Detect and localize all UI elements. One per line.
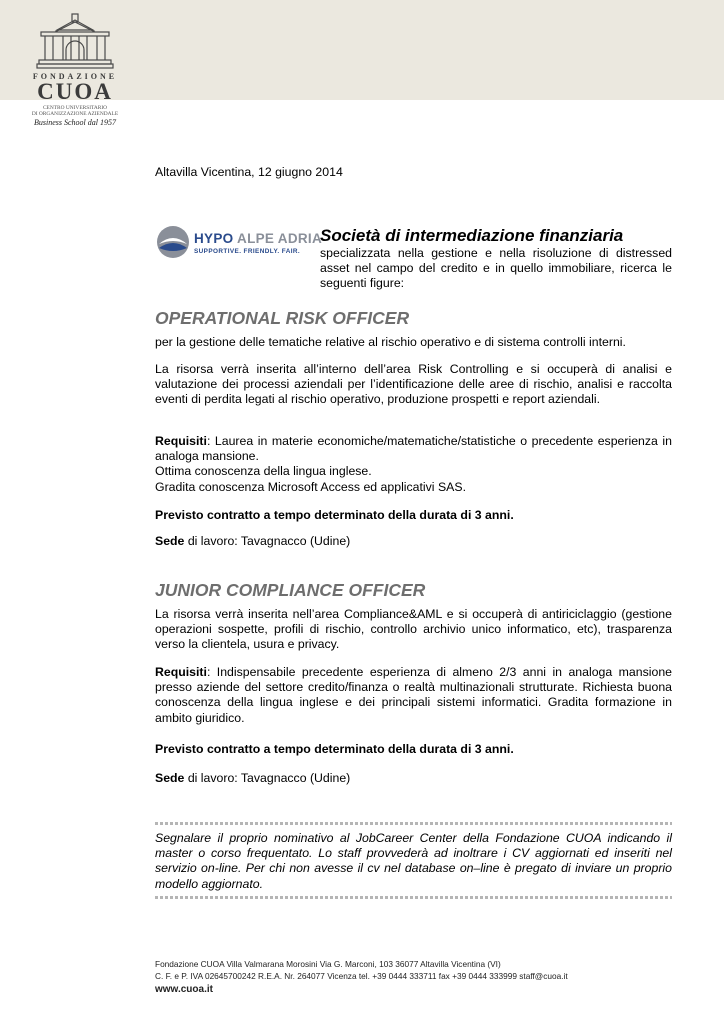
role-description: La risorsa verrà inserita all’interno dell’area Risk Controlling e si occuperà di analisi e valutazione dei processi aziendali per l’identificazione delle aree di rischio, analisi e raccolta eventi di perdita legati al rischio operativo, produzione prospetti e report aziendali. [155, 362, 672, 407]
hypo-name-part1: HYPO [194, 231, 234, 246]
logo-name: CUOA [37, 79, 113, 104]
sede-text: di lavoro: Tavagnacco (Udine) [184, 771, 351, 785]
cuoa-logo [30, 12, 120, 127]
logo-centro-line1: CENTRO UNIVERSITARIO [42, 105, 108, 111]
role-sede [155, 534, 672, 549]
logo-centro-line2: DI ORGANIZZAZIONE AZIENDALE [31, 111, 119, 117]
role-subtitle: per la gestione delle tematiche relative al rischio operativo e di sistema controlli interni. [155, 335, 626, 349]
req-text: : Indispensabile precedente esperienza di almeno 2/3 anni in analoga mansione presso aziende del settore credito/finanza o realtà multinazionali strutturate. Richiesta buona conoscenza della lingua inglese e dei principali sistemi informatici. Gradita formazione in ambito giuridico. [155, 665, 672, 725]
note-bottom-rule [155, 896, 672, 899]
logo-fondazione: FONDAZIONE [32, 72, 118, 81]
sede-text: di lavoro: Tavagnacco (Udine) [184, 534, 351, 548]
role-requirements [155, 665, 672, 726]
hypo-slogan: SUPPORTIVE. FRIENDLY. FAIR. [194, 248, 301, 255]
footer-contacts: C. F. e P. IVA 02645700242 R.E.A. Nr. 264077 Vicenza tel. +39 0444 333711 fax +39 0444 333999 staff@cuoa.it [155, 971, 568, 981]
villa-icon [35, 12, 115, 70]
footer [155, 958, 568, 996]
logo-tagline: Business School dal 1957 [34, 118, 116, 127]
letter-date: Altavilla Vicentina, 12 giugno 2014 [155, 165, 343, 179]
note-text: Segnalare il proprio nominativo al JobCareer Center della Fondazione CUOA indicando il master o corso frequentato. Lo staff provvederà ad inoltrare i CV aggiornati ed inseriti nel servizio on-line. Per chi non avesse il cv nel database on–line è pregato di inviare un proprio modello aggiornato. [155, 831, 672, 891]
role-requirements [155, 434, 672, 495]
req-label: Requisiti [155, 434, 207, 448]
sede-label: Sede [155, 771, 185, 785]
footer-address: Fondazione CUOA Villa Valmarana Morosini Via G. Marconi, 103 36077 Altavilla Vicentina (VI) [155, 959, 501, 969]
role-contract [155, 742, 672, 757]
role-title-junior-compliance: JUNIOR COMPLIANCE OFFICER [155, 580, 426, 600]
note-box [155, 816, 672, 907]
req-text: : Laurea in materie economiche/matematiche/statistiche o precedente esperienza in analoga mansione. [155, 434, 672, 464]
role-description: La risorsa verrà inserita nell’area Compliance&AML e si occuperà di antiriciclaggio (gestione operazioni sospette, profili di rischio, controllo archivio unico informatico, etc), trasparenza verso la clientela, usura e privacy. [155, 607, 672, 652]
intro-paragraph [155, 246, 672, 292]
sede-label: Sede [155, 534, 185, 548]
req-line3: Gradita conoscenza Microsoft Access ed applicativi SAS. [155, 479, 466, 494]
contract-text: Previsto contratto a tempo determinato della durata di 3 anni. [155, 742, 514, 756]
role-title-operational-risk: OPERATIONAL RISK OFFICER [155, 308, 410, 328]
intro-text: specializzata nella gestione e nella risoluzione di distressed asset nel campo del credito e in quello immobiliare, ricerca le seguenti figure: [320, 246, 672, 291]
company-title: Società di intermediazione finanziaria [320, 226, 624, 245]
req-label: Requisiti [155, 665, 207, 679]
contract-text: Previsto contratto a tempo determinato della durata di 3 anni. [155, 508, 514, 522]
role-sede [155, 771, 672, 786]
req-line2: Ottima conoscenza della lingua inglese. [155, 464, 372, 479]
hypo-name-part2: ALPE ADRIA [237, 231, 323, 246]
role-contract [155, 508, 672, 523]
footer-website-link[interactable]: www.cuoa.it [155, 984, 213, 995]
